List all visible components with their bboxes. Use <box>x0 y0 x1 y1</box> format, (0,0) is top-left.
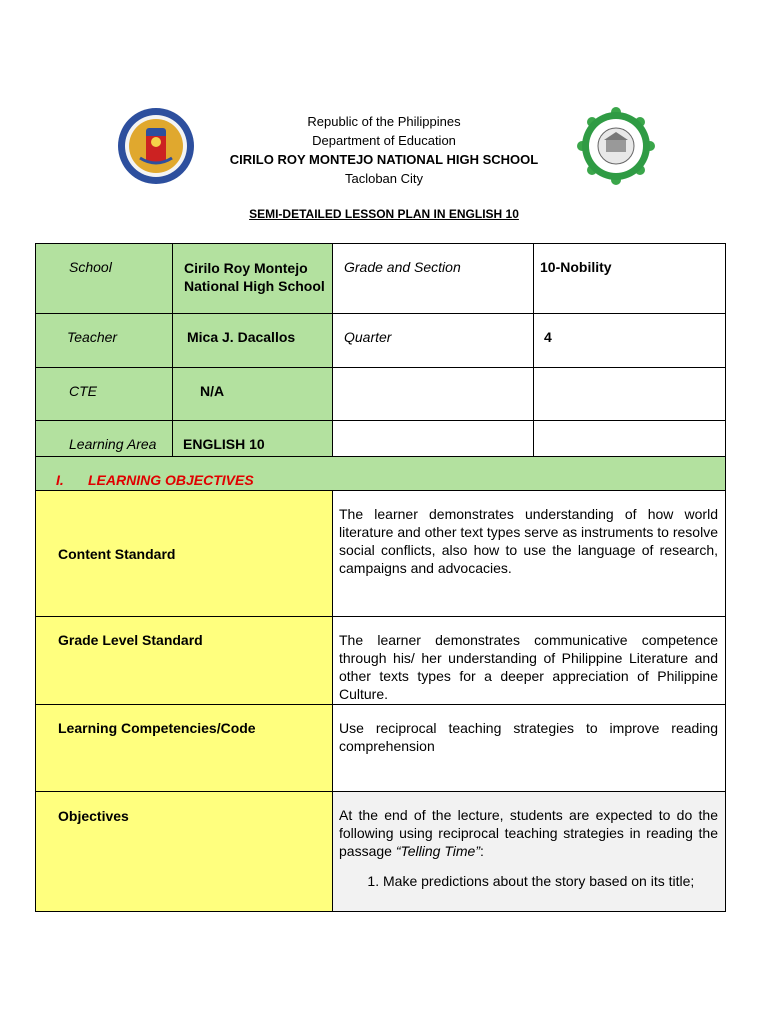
table-row <box>36 421 726 457</box>
learning-area-value: ENGLISH 10 <box>173 421 333 457</box>
competencies-text: Use reciprocal teaching strategies to improve reading comprehension <box>333 705 726 792</box>
table-row <box>36 244 726 314</box>
objectives-intro-end: : <box>480 843 484 859</box>
grade-label: Grade and Section <box>333 244 534 314</box>
list-item: 1. Make predictions about the story based on its title; <box>383 872 718 890</box>
grade-value: 10-Nobility <box>534 244 726 314</box>
passage-title: “Telling Time” <box>395 843 480 859</box>
cte-value: N/A <box>173 368 333 421</box>
school-label: School <box>36 244 173 314</box>
content-standard-label: Content Standard <box>36 491 333 617</box>
school-value: Cirilo Roy Montejo National High School <box>173 244 333 314</box>
department-line: Department of Education <box>312 133 456 148</box>
section-heading-row <box>36 457 726 491</box>
city-line: Tacloban City <box>344 171 424 186</box>
learning-area-label: Learning Area <box>36 421 173 457</box>
teacher-value: Mica J. Dacallos <box>173 314 333 368</box>
grade-level-standard-label: Grade Level Standard <box>36 617 333 705</box>
table-row <box>36 491 726 617</box>
learning-objectives-heading <box>36 457 726 491</box>
objectives-label: Objectives <box>36 792 333 912</box>
competencies-label: Learning Competencies/Code <box>36 705 333 792</box>
objectives-text <box>333 792 726 912</box>
quarter-value: 4 <box>534 314 726 368</box>
quarter-label: Quarter <box>333 314 534 368</box>
document-title: SEMI-DETAILED LESSON PLAN IN ENGLISH 10 <box>249 207 519 221</box>
empty-cell <box>534 368 726 421</box>
table-row <box>36 617 726 705</box>
table-row <box>36 368 726 421</box>
teacher-label: Teacher <box>36 314 173 368</box>
objectives-list <box>339 872 718 890</box>
cte-label: CTE <box>36 368 173 421</box>
empty-cell <box>333 368 534 421</box>
empty-cell <box>534 421 726 457</box>
republic-line: Republic of the Philippines <box>307 114 461 129</box>
document-header <box>0 112 768 188</box>
empty-cell <box>333 421 534 457</box>
table-row <box>36 705 726 792</box>
lesson-plan-table <box>35 243 726 912</box>
school-name-line: CIRILO ROY MONTEJO NATIONAL HIGH SCHOOL <box>229 152 539 167</box>
content-standard-text: The learner demonstrates understanding of how world literature and other text types serve as instruments to resolve social conflicts, also how to use the language of research, campaigns and advocacies. <box>333 491 726 617</box>
objectives-intro: At the end of the lecture, students are expected to do the following using reciprocal teaching strategies in reading the passage <box>339 807 718 859</box>
table-row <box>36 792 726 912</box>
section-title: LEARNING OBJECTIVES <box>88 472 254 488</box>
table-row <box>36 314 726 368</box>
grade-level-standard-text: The learner demonstrates communicative competence through his/ her understanding of Philippine Literature and other texts types for a deeper appreciation of Philippine Culture. <box>333 617 726 705</box>
section-number: I. <box>56 472 64 488</box>
